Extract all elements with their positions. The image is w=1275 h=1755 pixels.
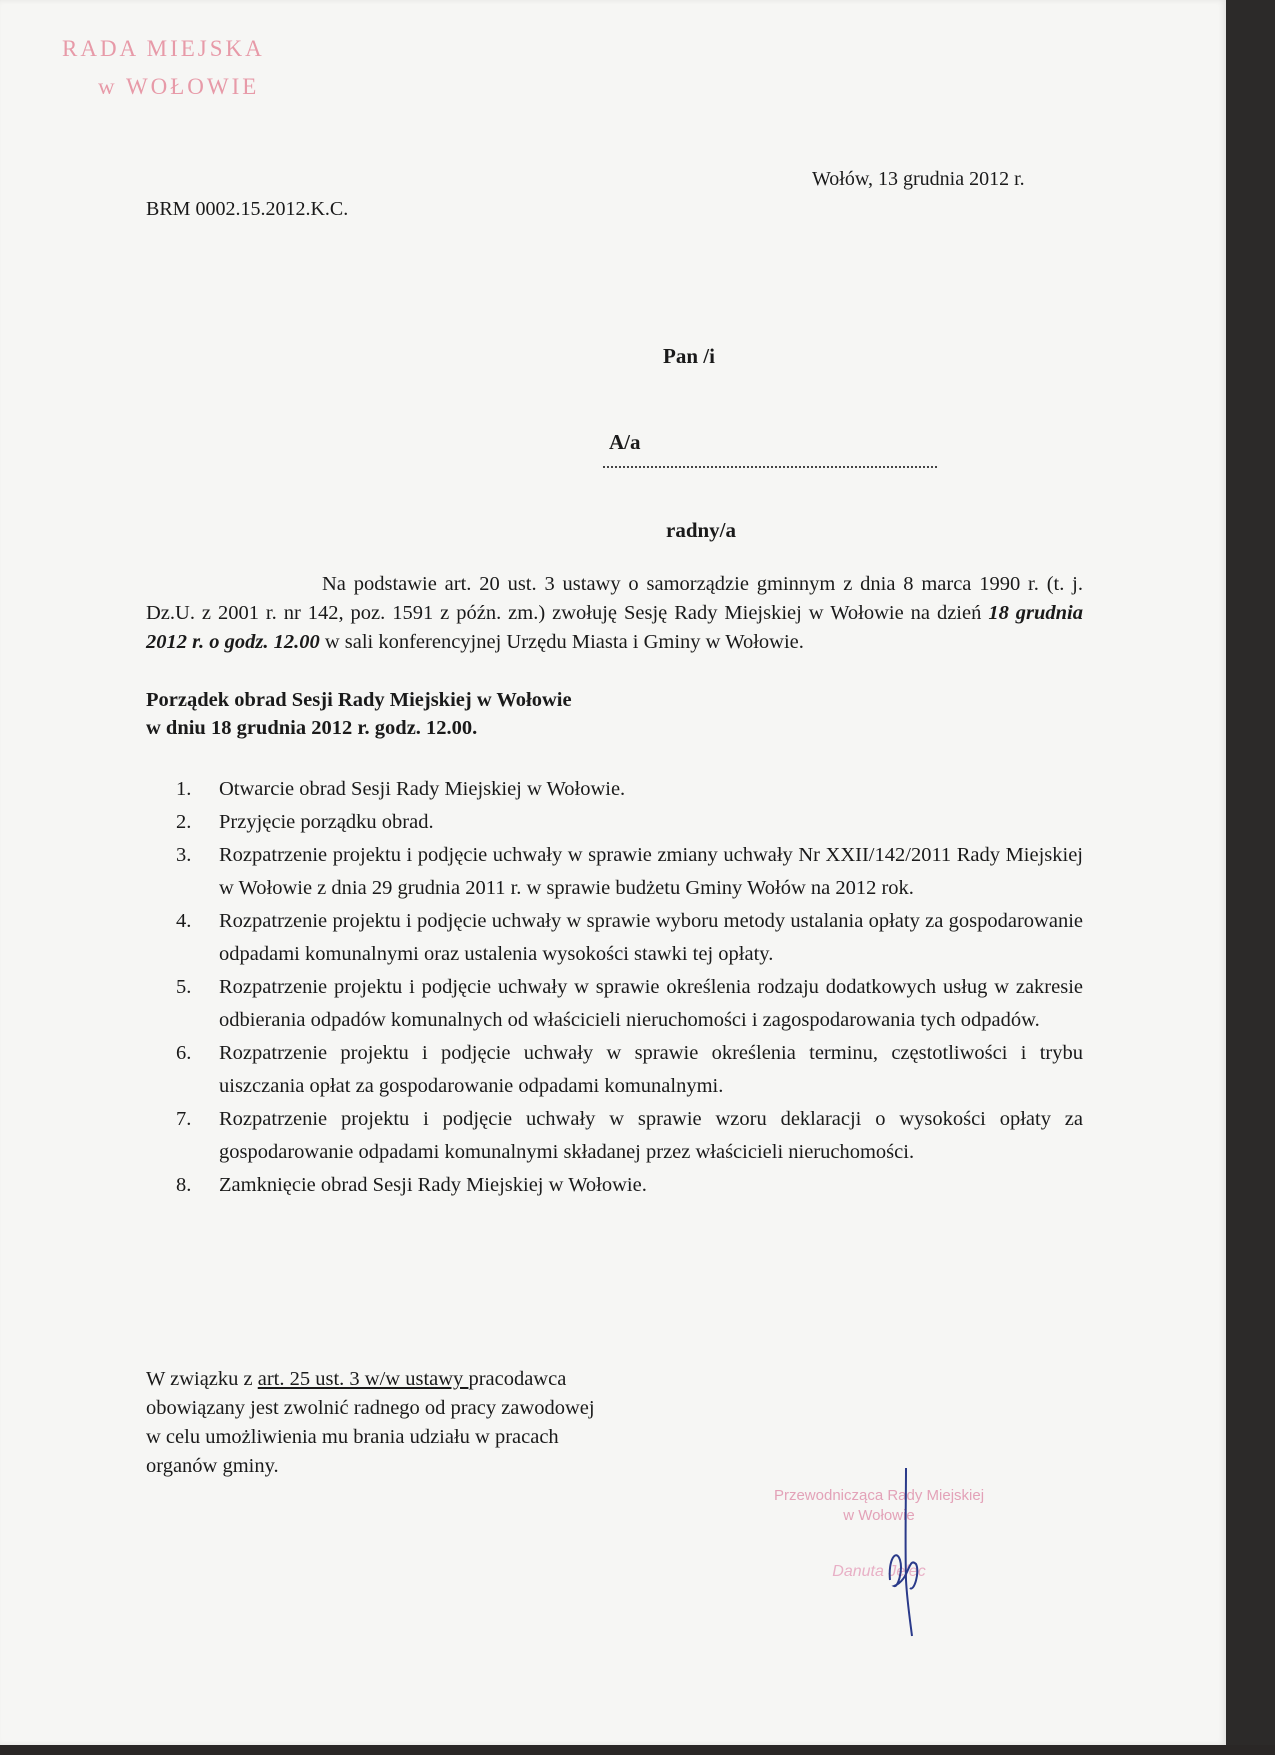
agenda-item-text: Rozpatrzenie projektu i podjęcie uchwały w sprawie określenia terminu, częstotliwości i trybu uiszczania opłat za gospodarowanie odpadami komunalnymi.	[219, 1042, 1083, 1097]
agenda-item	[176, 1169, 1083, 1202]
reference-number: BRM 0002.15.2012.K.C.	[146, 198, 349, 220]
agenda-item-number: 6.	[176, 1042, 192, 1064]
document-date: Wołów, 13 grudnia 2012 r.	[812, 168, 1025, 190]
agenda-item-text: Rozpatrzenie projektu i podjęcie uchwały w sprawie wyboru metody ustalania opłaty za gospodarowanie odpadami komunalnymi oraz ustalenia wysokości stawki tej opłaty.	[219, 910, 1083, 965]
council-header-stamp	[62, 30, 265, 106]
handwritten-signature	[870, 1460, 950, 1640]
note-line-4: organów gminy.	[146, 1455, 279, 1477]
agenda-item-text: Przyjęcie porządku obrad.	[219, 811, 434, 833]
note-line-3: w celu umożliwienia mu brania udziału w pracach	[146, 1426, 559, 1448]
agenda-item	[176, 971, 1083, 1037]
agenda-title-line-1: Porządek obrad Sesji Rady Miejskiej w Wołowie	[146, 689, 572, 711]
agenda-item-number: 7.	[176, 1108, 192, 1130]
addressee-line-1: Pan /i	[663, 344, 715, 368]
addressee-line-3: radny/a	[666, 518, 737, 542]
agenda-item	[176, 905, 1083, 971]
agenda-item-number: 5.	[176, 976, 192, 998]
intro-paragraph	[146, 570, 1083, 657]
note-legal-reference: art. 25 ust. 3 w/w ustawy	[257, 1368, 469, 1390]
stamp-line-2: w WOŁOWIE	[98, 74, 260, 99]
session-date-emphasis: 18 grudnia 2012 r. o godz. 12.00	[146, 602, 1083, 653]
agenda-item	[176, 1103, 1083, 1169]
employer-note	[146, 1365, 706, 1481]
agenda-item	[176, 839, 1083, 905]
intro-text-a: Na podstawie art. 20 ust. 3 ustawy o samorządzie gminnym z dnia 8 marca 1990 r. (t. j. Dz.U. z 2001 r. nr 142, poz. 1591 z późn. zm.) zwołuję Sesję Rady Miejskiej w Wołowie na dzień	[146, 573, 1083, 624]
stamp-title: Przewodnicząca Rady Miejskiej	[773, 1487, 985, 1504]
agenda-item	[176, 806, 1083, 839]
agenda-item-number: 3.	[176, 844, 192, 866]
note-line-1-rest: pracodawca	[468, 1368, 567, 1390]
addressee-dotted-line	[603, 466, 937, 468]
note-line-1	[146, 1365, 706, 1394]
agenda-title-line-2: w dniu 18 grudnia 2012 r. godz. 12.00.	[146, 717, 478, 739]
agenda-item-text: Otwarcie obrad Sesji Rady Miejskiej w Wołowie.	[219, 778, 626, 800]
note-line-2: obowiązany jest zwolnić radnego od pracy zawodowej	[146, 1397, 595, 1419]
agenda-item-text: Rozpatrzenie projektu i podjęcie uchwały w sprawie zmiany uchwały Nr XXII/142/2011 Rady Miejskiej w Wołowie z dnia 29 grudnia 2011 r. w sprawie budżetu Gminy Wołów na 2012 rok.	[219, 844, 1083, 899]
stamp-name: Danuta Jelec	[832, 1563, 926, 1580]
scan-bottom-edge	[0, 1745, 1275, 1755]
stamp-line-1: RADA MIEJSKA	[62, 36, 265, 61]
agenda-item-number: 1.	[176, 778, 192, 800]
stamp-location: w Wołowie	[843, 1507, 915, 1524]
agenda-item-number: 4.	[176, 910, 192, 932]
agenda-item	[176, 1037, 1083, 1103]
note-prefix: W związku z	[146, 1368, 258, 1390]
agenda-item-text: Rozpatrzenie projektu i podjęcie uchwały w sprawie wzoru deklaracji o wysokości opłaty za gospodarowanie odpadami komunalnymi składanej przez właścicieli nieruchomości.	[219, 1108, 1083, 1163]
intro-text-b: w sali konferencyjnej Urzędu Miasta i Gminy w Wołowie.	[319, 631, 804, 653]
agenda-title	[146, 686, 846, 742]
agenda-item-number: 8.	[176, 1174, 192, 1196]
agenda-item	[176, 773, 1083, 806]
agenda-item-text: Zamknięcie obrad Sesji Rady Miejskiej w Wołowie.	[219, 1174, 647, 1196]
addressee-line-2: A/a	[609, 430, 641, 454]
agenda-item-number: 2.	[176, 811, 192, 833]
agenda-list	[176, 773, 1083, 1202]
agenda-item-text: Rozpatrzenie projektu i podjęcie uchwały w sprawie określenia rodzaju dodatkowych usług w zakresie odbierania odpadów komunalnych od właścicieli nieruchomości i zagospodarowania tych odpadów.	[219, 976, 1083, 1031]
